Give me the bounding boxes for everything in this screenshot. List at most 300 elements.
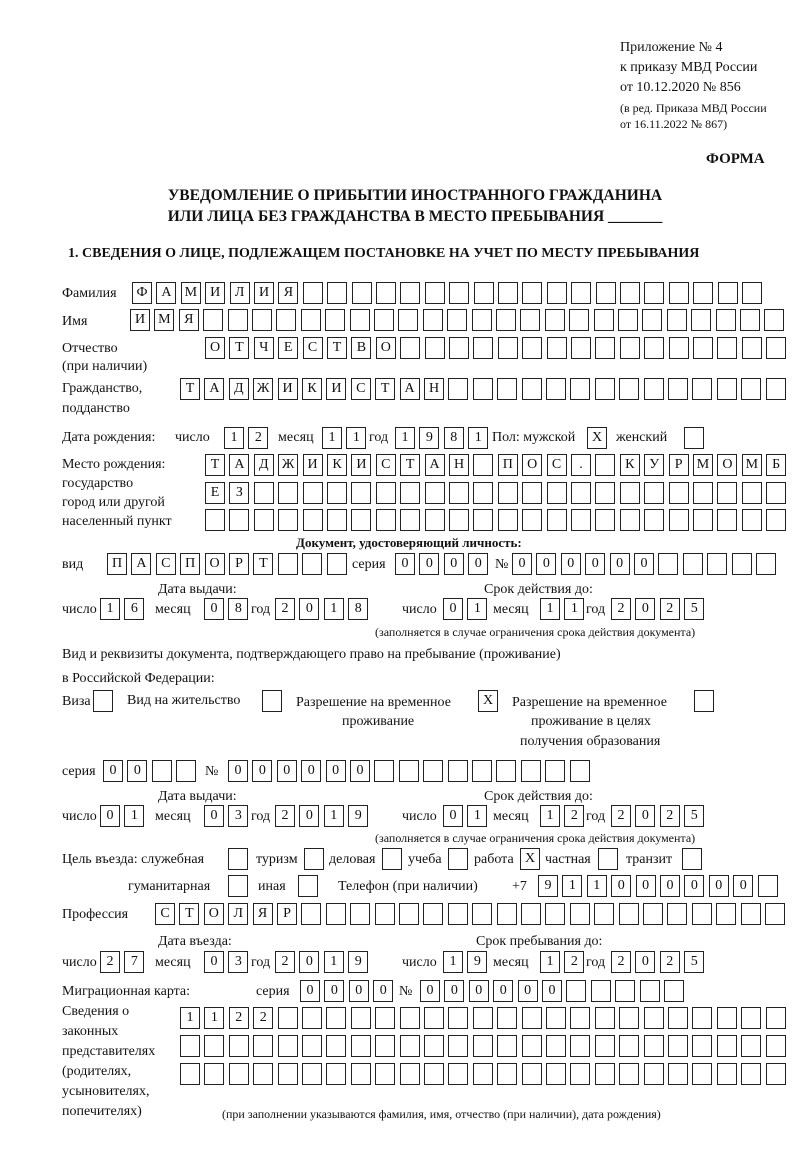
purpose-private-checkbox[interactable] xyxy=(598,848,622,870)
char-cell[interactable] xyxy=(546,1007,566,1029)
char-cell[interactable]: 1 xyxy=(467,805,487,827)
char-cell[interactable] xyxy=(326,903,346,925)
char-cell[interactable] xyxy=(595,337,615,359)
char-cell[interactable] xyxy=(180,1063,200,1085)
char-cell[interactable]: 1 xyxy=(395,427,415,449)
char-cell[interactable] xyxy=(570,378,590,400)
char-cell[interactable] xyxy=(253,1035,273,1057)
char-cell[interactable] xyxy=(473,482,493,504)
char-cell[interactable]: 6 xyxy=(124,598,144,620)
char-cell[interactable] xyxy=(570,1007,590,1029)
char-cell[interactable]: Е xyxy=(278,337,298,359)
char-cell[interactable] xyxy=(669,482,689,504)
char-cell[interactable] xyxy=(522,1035,542,1057)
char-cell[interactable] xyxy=(766,509,786,531)
char-cell[interactable] xyxy=(498,337,518,359)
char-cell[interactable]: 2 xyxy=(275,598,295,620)
char-cell[interactable] xyxy=(644,509,664,531)
char-cell[interactable] xyxy=(449,282,469,304)
char-cell[interactable] xyxy=(400,1007,420,1029)
char-cell[interactable]: 2 xyxy=(248,427,268,449)
char-cell[interactable]: А xyxy=(425,454,445,476)
char-cell[interactable] xyxy=(692,378,712,400)
char-cell[interactable] xyxy=(594,903,614,925)
char-cell[interactable]: 2 xyxy=(275,805,295,827)
char-cell[interactable] xyxy=(448,1035,468,1057)
char-cell[interactable] xyxy=(254,482,274,504)
char-cell[interactable] xyxy=(693,282,713,304)
char-cell[interactable]: 0 xyxy=(469,980,489,1002)
char-cell[interactable] xyxy=(473,1063,493,1085)
char-cell[interactable] xyxy=(766,1063,786,1085)
char-cell[interactable] xyxy=(448,378,468,400)
char-cell[interactable] xyxy=(278,1063,298,1085)
char-cell[interactable]: К xyxy=(327,454,347,476)
char-cell[interactable] xyxy=(229,1035,249,1057)
char-cell[interactable] xyxy=(448,903,468,925)
trp-edu-checkbox[interactable] xyxy=(694,690,718,712)
char-cell[interactable] xyxy=(423,903,443,925)
checkbox-cell[interactable] xyxy=(304,848,324,870)
char-cell[interactable] xyxy=(692,903,712,925)
char-cell[interactable] xyxy=(644,1007,664,1029)
char-cell[interactable]: И xyxy=(278,378,298,400)
char-cell[interactable] xyxy=(591,980,611,1002)
char-cell[interactable] xyxy=(400,509,420,531)
char-cell[interactable]: 0 xyxy=(204,805,224,827)
char-cell[interactable] xyxy=(595,378,615,400)
char-cell[interactable]: С xyxy=(156,553,176,575)
char-cell[interactable]: Н xyxy=(424,378,444,400)
purpose-work-checkbox[interactable] xyxy=(520,848,544,870)
char-cell[interactable] xyxy=(766,337,786,359)
char-cell[interactable] xyxy=(302,1035,322,1057)
char-cell[interactable]: 1 xyxy=(322,427,342,449)
char-cell[interactable]: 1 xyxy=(180,1007,200,1029)
char-cell[interactable] xyxy=(566,980,586,1002)
representatives-row-1[interactable] xyxy=(180,1007,790,1029)
char-cell[interactable] xyxy=(547,337,567,359)
char-cell[interactable] xyxy=(229,509,249,531)
char-cell[interactable] xyxy=(497,1063,517,1085)
char-cell[interactable] xyxy=(569,309,589,331)
char-cell[interactable] xyxy=(176,760,196,782)
char-cell[interactable]: 2 xyxy=(611,598,631,620)
char-cell[interactable] xyxy=(732,553,752,575)
stay-valid-day-field[interactable] xyxy=(443,805,492,827)
char-cell[interactable]: 0 xyxy=(512,553,532,575)
char-cell[interactable]: 0 xyxy=(542,980,562,1002)
purpose-business-checkbox[interactable] xyxy=(382,848,406,870)
char-cell[interactable] xyxy=(302,553,322,575)
char-cell[interactable]: 0 xyxy=(299,951,319,973)
char-cell[interactable] xyxy=(571,509,591,531)
stay-year-field[interactable] xyxy=(611,951,709,973)
char-cell[interactable] xyxy=(570,1063,590,1085)
char-cell[interactable]: П xyxy=(180,553,200,575)
char-cell[interactable] xyxy=(595,1007,615,1029)
char-cell[interactable]: 1 xyxy=(562,875,582,897)
char-cell[interactable] xyxy=(619,1007,639,1029)
char-cell[interactable] xyxy=(742,282,762,304)
char-cell[interactable] xyxy=(229,1063,249,1085)
char-cell[interactable]: Л xyxy=(230,282,250,304)
char-cell[interactable] xyxy=(718,282,738,304)
char-cell[interactable]: 2 xyxy=(660,805,680,827)
char-cell[interactable] xyxy=(448,1007,468,1029)
char-cell[interactable] xyxy=(498,509,518,531)
char-cell[interactable]: П xyxy=(107,553,127,575)
char-cell[interactable] xyxy=(668,1007,688,1029)
char-cell[interactable] xyxy=(498,482,518,504)
char-cell[interactable]: 9 xyxy=(467,951,487,973)
id-issue-month-field[interactable] xyxy=(204,598,253,620)
char-cell[interactable] xyxy=(741,378,761,400)
char-cell[interactable] xyxy=(740,309,760,331)
char-cell[interactable] xyxy=(374,760,394,782)
char-cell[interactable] xyxy=(644,337,664,359)
char-cell[interactable] xyxy=(642,309,662,331)
char-cell[interactable] xyxy=(376,482,396,504)
stay-doc-number-field[interactable] xyxy=(228,760,594,782)
char-cell[interactable]: М xyxy=(181,282,201,304)
char-cell[interactable] xyxy=(473,337,493,359)
char-cell[interactable] xyxy=(643,903,663,925)
char-cell[interactable] xyxy=(400,337,420,359)
char-cell[interactable] xyxy=(545,903,565,925)
char-cell[interactable] xyxy=(424,1035,444,1057)
char-cell[interactable]: 5 xyxy=(684,951,704,973)
char-cell[interactable]: 0 xyxy=(611,875,631,897)
purpose-other-checkbox[interactable] xyxy=(298,875,322,897)
patronymic-field[interactable] xyxy=(205,337,791,359)
char-cell[interactable] xyxy=(693,482,713,504)
char-cell[interactable] xyxy=(351,1007,371,1029)
char-cell[interactable] xyxy=(766,1035,786,1057)
stay-issue-year-field[interactable] xyxy=(275,805,373,827)
char-cell[interactable] xyxy=(448,1063,468,1085)
char-cell[interactable]: 1 xyxy=(324,598,344,620)
checkbox-cell[interactable] xyxy=(684,427,704,449)
sex-female-checkbox[interactable] xyxy=(684,427,708,449)
char-cell[interactable] xyxy=(425,482,445,504)
char-cell[interactable] xyxy=(717,1007,737,1029)
char-cell[interactable]: 0 xyxy=(228,760,248,782)
char-cell[interactable] xyxy=(742,482,762,504)
char-cell[interactable]: И xyxy=(205,282,225,304)
char-cell[interactable] xyxy=(741,1035,761,1057)
char-cell[interactable] xyxy=(620,482,640,504)
char-cell[interactable] xyxy=(497,1007,517,1029)
char-cell[interactable] xyxy=(742,509,762,531)
char-cell[interactable]: Б xyxy=(766,454,786,476)
char-cell[interactable] xyxy=(375,903,395,925)
char-cell[interactable]: Ж xyxy=(278,454,298,476)
char-cell[interactable]: М xyxy=(742,454,762,476)
char-cell[interactable]: 8 xyxy=(444,427,464,449)
char-cell[interactable] xyxy=(302,1063,322,1085)
char-cell[interactable] xyxy=(717,378,737,400)
char-cell[interactable]: 2 xyxy=(611,951,631,973)
char-cell[interactable] xyxy=(474,282,494,304)
char-cell[interactable]: О xyxy=(205,337,225,359)
char-cell[interactable] xyxy=(716,903,736,925)
char-cell[interactable]: 0 xyxy=(299,598,319,620)
char-cell[interactable] xyxy=(152,760,172,782)
char-cell[interactable] xyxy=(375,1063,395,1085)
char-cell[interactable]: О xyxy=(717,454,737,476)
char-cell[interactable] xyxy=(301,903,321,925)
char-cell[interactable] xyxy=(619,903,639,925)
char-cell[interactable] xyxy=(473,454,493,476)
char-cell[interactable]: 9 xyxy=(419,427,439,449)
char-cell[interactable] xyxy=(376,509,396,531)
representatives-row-2[interactable] xyxy=(180,1035,790,1057)
char-cell[interactable] xyxy=(325,309,345,331)
char-cell[interactable]: 1 xyxy=(540,951,560,973)
id-doc-series-field[interactable] xyxy=(395,553,493,575)
char-cell[interactable]: 0 xyxy=(326,760,346,782)
char-cell[interactable]: Н xyxy=(449,454,469,476)
char-cell[interactable]: 0 xyxy=(585,553,605,575)
char-cell[interactable] xyxy=(425,337,445,359)
char-cell[interactable] xyxy=(473,1035,493,1057)
char-cell[interactable] xyxy=(278,482,298,504)
char-cell[interactable] xyxy=(547,482,567,504)
char-cell[interactable] xyxy=(252,309,272,331)
char-cell[interactable]: 8 xyxy=(348,598,368,620)
char-cell[interactable]: Т xyxy=(253,553,273,575)
char-cell[interactable] xyxy=(351,509,371,531)
char-cell[interactable] xyxy=(571,337,591,359)
char-cell[interactable] xyxy=(400,282,420,304)
char-cell[interactable]: В xyxy=(351,337,371,359)
name-field[interactable] xyxy=(130,309,789,331)
checkbox-cell[interactable] xyxy=(694,690,714,712)
entry-day-field[interactable] xyxy=(100,951,149,973)
char-cell[interactable]: А xyxy=(400,378,420,400)
char-cell[interactable]: 9 xyxy=(348,951,368,973)
char-cell[interactable]: А xyxy=(204,378,224,400)
char-cell[interactable]: С xyxy=(155,903,175,925)
char-cell[interactable]: 8 xyxy=(228,598,248,620)
stay-month-field[interactable] xyxy=(540,951,589,973)
char-cell[interactable]: 1 xyxy=(346,427,366,449)
char-cell[interactable] xyxy=(667,309,687,331)
char-cell[interactable] xyxy=(667,903,687,925)
char-cell[interactable] xyxy=(618,309,638,331)
char-cell[interactable]: 0 xyxy=(709,875,729,897)
char-cell[interactable] xyxy=(596,282,616,304)
char-cell[interactable] xyxy=(693,337,713,359)
char-cell[interactable] xyxy=(399,760,419,782)
char-cell[interactable]: Т xyxy=(205,454,225,476)
char-cell[interactable]: 0 xyxy=(636,875,656,897)
char-cell[interactable] xyxy=(545,760,565,782)
char-cell[interactable]: И xyxy=(130,309,150,331)
char-cell[interactable]: 2 xyxy=(660,951,680,973)
char-cell[interactable]: 1 xyxy=(587,875,607,897)
char-cell[interactable]: М xyxy=(154,309,174,331)
char-cell[interactable] xyxy=(669,509,689,531)
char-cell[interactable] xyxy=(276,309,296,331)
char-cell[interactable]: О xyxy=(376,337,396,359)
char-cell[interactable] xyxy=(764,309,784,331)
birth-place-row-1[interactable] xyxy=(205,454,791,476)
char-cell[interactable] xyxy=(644,1063,664,1085)
char-cell[interactable] xyxy=(521,760,541,782)
char-cell[interactable]: 1 xyxy=(564,598,584,620)
visa-checkbox[interactable] xyxy=(93,690,117,712)
char-cell[interactable]: 0 xyxy=(561,553,581,575)
char-cell[interactable] xyxy=(424,1063,444,1085)
char-cell[interactable]: 0 xyxy=(301,760,321,782)
char-cell[interactable] xyxy=(351,482,371,504)
char-cell[interactable] xyxy=(425,282,445,304)
char-cell[interactable]: 2 xyxy=(564,951,584,973)
char-cell[interactable]: 2 xyxy=(660,598,680,620)
char-cell[interactable] xyxy=(205,509,225,531)
checkbox-cell[interactable]: X xyxy=(520,848,540,870)
char-cell[interactable] xyxy=(303,282,323,304)
id-issue-year-field[interactable] xyxy=(275,598,373,620)
char-cell[interactable]: 1 xyxy=(468,427,488,449)
char-cell[interactable] xyxy=(350,903,370,925)
char-cell[interactable]: Е xyxy=(205,482,225,504)
char-cell[interactable] xyxy=(448,760,468,782)
char-cell[interactable]: 1 xyxy=(467,598,487,620)
char-cell[interactable] xyxy=(400,1063,420,1085)
char-cell[interactable] xyxy=(327,509,347,531)
char-cell[interactable]: 0 xyxy=(444,980,464,1002)
char-cell[interactable]: 0 xyxy=(349,980,369,1002)
char-cell[interactable] xyxy=(644,482,664,504)
char-cell[interactable]: 0 xyxy=(127,760,147,782)
char-cell[interactable] xyxy=(400,1035,420,1057)
char-cell[interactable]: О xyxy=(204,903,224,925)
migration-card-series-field[interactable] xyxy=(300,980,398,1002)
birth-place-row-3[interactable] xyxy=(205,509,791,531)
char-cell[interactable] xyxy=(522,1007,542,1029)
entry-month-field[interactable] xyxy=(204,951,253,973)
char-cell[interactable]: Т xyxy=(327,337,347,359)
char-cell[interactable] xyxy=(520,309,540,331)
char-cell[interactable] xyxy=(326,1035,346,1057)
char-cell[interactable]: 5 xyxy=(684,805,704,827)
char-cell[interactable] xyxy=(327,482,347,504)
char-cell[interactable]: 2 xyxy=(100,951,120,973)
char-cell[interactable]: 0 xyxy=(635,598,655,620)
char-cell[interactable] xyxy=(375,1035,395,1057)
stay-doc-series-field[interactable] xyxy=(103,760,201,782)
char-cell[interactable]: 0 xyxy=(635,951,655,973)
char-cell[interactable] xyxy=(615,980,635,1002)
char-cell[interactable] xyxy=(449,509,469,531)
sex-male-checkbox[interactable] xyxy=(587,427,611,449)
char-cell[interactable] xyxy=(449,482,469,504)
purpose-study-checkbox[interactable] xyxy=(448,848,472,870)
char-cell[interactable]: 0 xyxy=(493,980,513,1002)
char-cell[interactable]: Ж xyxy=(253,378,273,400)
char-cell[interactable]: 0 xyxy=(660,875,680,897)
char-cell[interactable] xyxy=(545,309,565,331)
char-cell[interactable]: . xyxy=(571,454,591,476)
char-cell[interactable] xyxy=(424,1007,444,1029)
purpose-humanitarian-checkbox[interactable] xyxy=(228,875,252,897)
char-cell[interactable]: П xyxy=(498,454,518,476)
char-cell[interactable] xyxy=(620,282,640,304)
char-cell[interactable]: 1 xyxy=(124,805,144,827)
char-cell[interactable] xyxy=(668,1035,688,1057)
char-cell[interactable] xyxy=(447,309,467,331)
char-cell[interactable]: 0 xyxy=(100,805,120,827)
char-cell[interactable] xyxy=(203,309,223,331)
purpose-transit-checkbox[interactable] xyxy=(682,848,706,870)
char-cell[interactable]: 0 xyxy=(444,553,464,575)
char-cell[interactable] xyxy=(472,903,492,925)
id-doc-type-field[interactable] xyxy=(107,553,351,575)
char-cell[interactable] xyxy=(400,482,420,504)
char-cell[interactable] xyxy=(496,760,516,782)
char-cell[interactable]: Д xyxy=(254,454,274,476)
char-cell[interactable] xyxy=(766,378,786,400)
char-cell[interactable] xyxy=(374,309,394,331)
char-cell[interactable] xyxy=(717,509,737,531)
char-cell[interactable]: С xyxy=(303,337,323,359)
stay-issue-month-field[interactable] xyxy=(204,805,253,827)
checkbox-cell[interactable] xyxy=(228,875,248,897)
char-cell[interactable] xyxy=(766,482,786,504)
char-cell[interactable] xyxy=(522,509,542,531)
checkbox-cell[interactable] xyxy=(448,848,468,870)
char-cell[interactable] xyxy=(570,1035,590,1057)
char-cell[interactable] xyxy=(522,378,542,400)
char-cell[interactable]: 1 xyxy=(540,598,560,620)
char-cell[interactable] xyxy=(595,482,615,504)
char-cell[interactable] xyxy=(571,282,591,304)
checkbox-cell[interactable] xyxy=(262,690,282,712)
profession-field[interactable] xyxy=(155,903,789,925)
char-cell[interactable]: С xyxy=(351,378,371,400)
char-cell[interactable] xyxy=(683,553,703,575)
char-cell[interactable]: 0 xyxy=(350,760,370,782)
char-cell[interactable]: 0 xyxy=(610,553,630,575)
char-cell[interactable]: 9 xyxy=(538,875,558,897)
char-cell[interactable] xyxy=(692,1007,712,1029)
char-cell[interactable] xyxy=(692,1063,712,1085)
char-cell[interactable]: 1 xyxy=(224,427,244,449)
char-cell[interactable]: 0 xyxy=(684,875,704,897)
char-cell[interactable] xyxy=(758,875,778,897)
char-cell[interactable] xyxy=(716,309,736,331)
id-valid-day-field[interactable] xyxy=(443,598,492,620)
char-cell[interactable] xyxy=(595,509,615,531)
char-cell[interactable] xyxy=(741,1007,761,1029)
char-cell[interactable] xyxy=(326,1063,346,1085)
char-cell[interactable]: 0 xyxy=(443,598,463,620)
char-cell[interactable]: 2 xyxy=(611,805,631,827)
char-cell[interactable]: 1 xyxy=(204,1007,224,1029)
char-cell[interactable] xyxy=(741,1063,761,1085)
char-cell[interactable]: М xyxy=(693,454,713,476)
char-cell[interactable] xyxy=(522,282,542,304)
char-cell[interactable] xyxy=(756,553,776,575)
char-cell[interactable] xyxy=(303,509,323,531)
char-cell[interactable]: Ф xyxy=(132,282,152,304)
char-cell[interactable] xyxy=(619,1063,639,1085)
char-cell[interactable]: 0 xyxy=(204,951,224,973)
char-cell[interactable] xyxy=(741,903,761,925)
